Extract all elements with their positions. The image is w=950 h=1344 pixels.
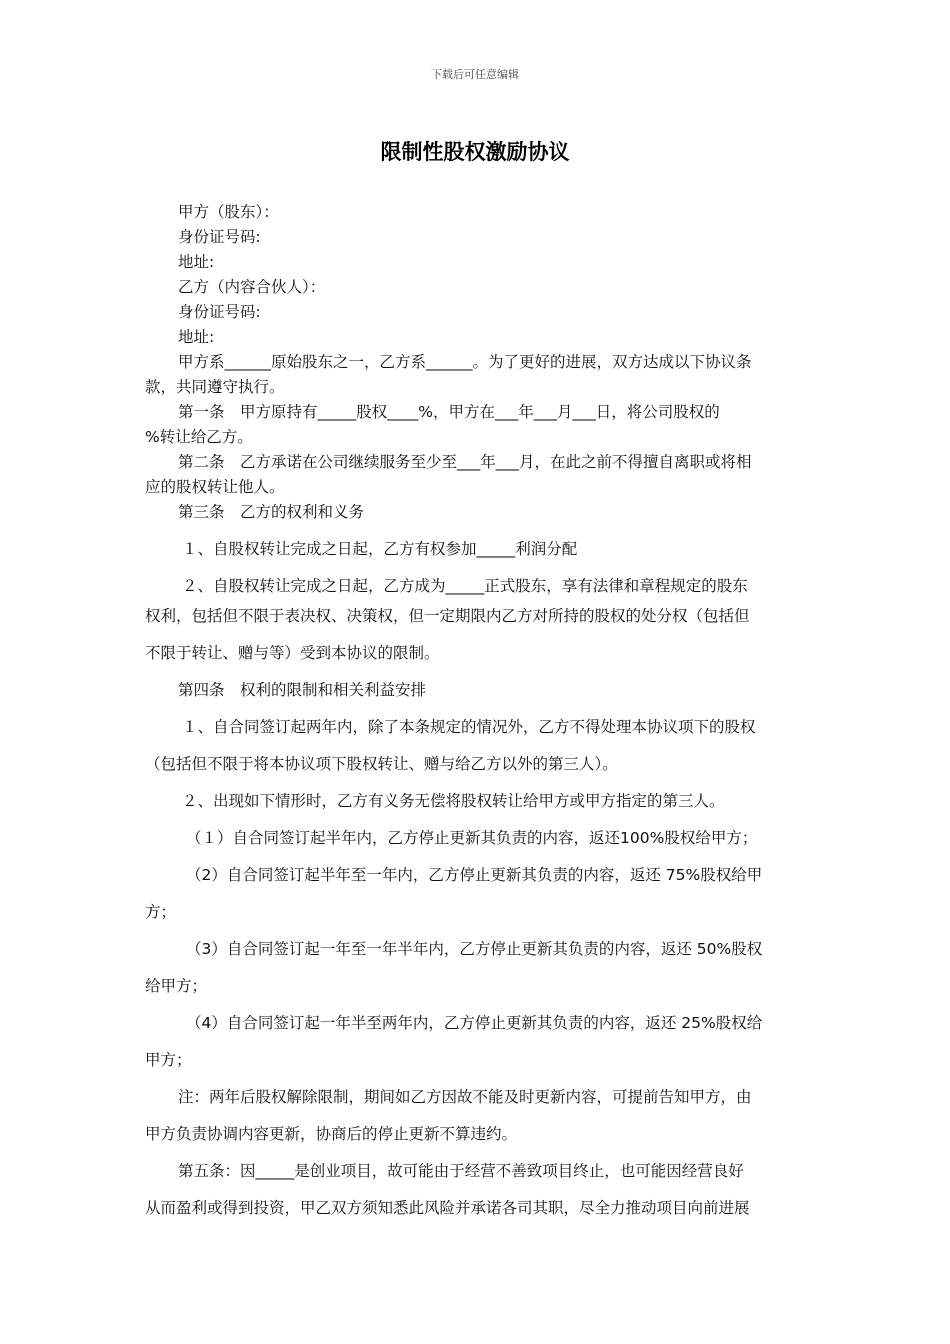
article-4-item-1-line-1: １、自合同签订起两年内，除了本条规定的情况外，乙方不得处理本协议项下的股权 [182,718,756,736]
article-2-line-1: 第二条 乙方承诺在公司继续服务至少至___年___月，在此之前不得擅自离职或将相 [178,453,752,471]
sub-item-2-line-1: （2）自合同签订起半年至一年内，乙方停止更新其负责的内容，返还 75%股权给甲 [186,866,763,884]
article-5-line-2: 从而盈利或得到投资，甲乙双方须知悉此风险并承诺各司其职，尽全力推动项目向前进展 [145,1199,750,1217]
article-3-heading: 第三条 乙方的权利和义务 [178,503,365,521]
article-3-item-2-line-3: 不限于转让、赠与等）受到本协议的限制。 [145,644,440,662]
party-a-id-line: 身份证号码: [178,228,261,246]
article-4-heading: 第四条 权利的限制和相关利益安排 [178,681,427,699]
article-5-line-1: 第五条：因_____是创业项目，故可能由于经营不善致项目终止，也可能因经营良好 [178,1162,744,1180]
article-1-line-2: %转让给乙方。 [145,428,253,446]
sub-item-3-line-2: 给甲方； [145,977,208,995]
article-4-item-1-line-2: （包括但不限于将本协议项下股权转让、赠与给乙方以外的第三人）。 [145,755,618,773]
sub-item-2-line-2: 方； [145,903,177,921]
document-body [145,200,807,1227]
article-2-line-2: 应的股权转让他人。 [145,478,285,496]
note-line-1: 注：两年后股权解除限制，期间如乙方因故不能及时更新内容，可提前告知甲方，由 [178,1088,752,1106]
article-1-line-1: 第一条 甲方原持有_____股权____%，甲方在___年___月___日，将公司股权的 [178,403,720,421]
party-b-id-line: 身份证号码: [178,303,261,321]
sub-item-3-line-1: （3）自合同签订起一年至一年半年内，乙方停止更新其负责的内容，返还 50%股权 [186,940,763,958]
preamble-line-2: 款，共同遵守执行。 [145,378,285,396]
article-3-item-2-line-1: ２、自股权转让完成之日起，乙方成为_____正式股东，享有法律和章程规定的股东 [182,577,748,595]
article-3-item-2-line-2: 权利，包括但不限于表决权、决策权，但一定期限内乙方对所持的股权的处分权（包括但 [145,607,750,625]
party-b-address-line: 地址: [178,328,215,346]
note-line-2: 甲方负责协调内容更新，协商后的停止更新不算违约。 [145,1125,518,1143]
party-a-address-line: 地址: [178,253,215,271]
party-a-line: 甲方（股东）： [178,203,279,221]
sub-item-4-line-2: 甲方； [145,1051,192,1069]
sub-item-1: （１）自合同签订起半年内，乙方停止更新其负责的内容，返还100%股权给甲方； [186,829,758,847]
document-title: 限制性股权激励协议 [380,140,570,164]
party-b-line: 乙方（内容合伙人）： [178,278,326,296]
preamble-line-1: 甲方系______原始股东之一，乙方系______。为了更好的进展，双方达成以下协议条 [178,353,752,371]
article-4-item-2: ２、出现如下情形时，乙方有义务无偿将股权转让给甲方或甲方指定的第三人。 [182,792,725,810]
article-3-item-1: １、自股权转让完成之日起，乙方有权参加_____利润分配 [182,540,578,558]
page-header: 下载后可任意编辑 [431,68,519,81]
sub-item-4-line-1: （4）自合同签订起一年半至两年内，乙方停止更新其负责的内容，返还 25%股权给 [186,1014,763,1032]
